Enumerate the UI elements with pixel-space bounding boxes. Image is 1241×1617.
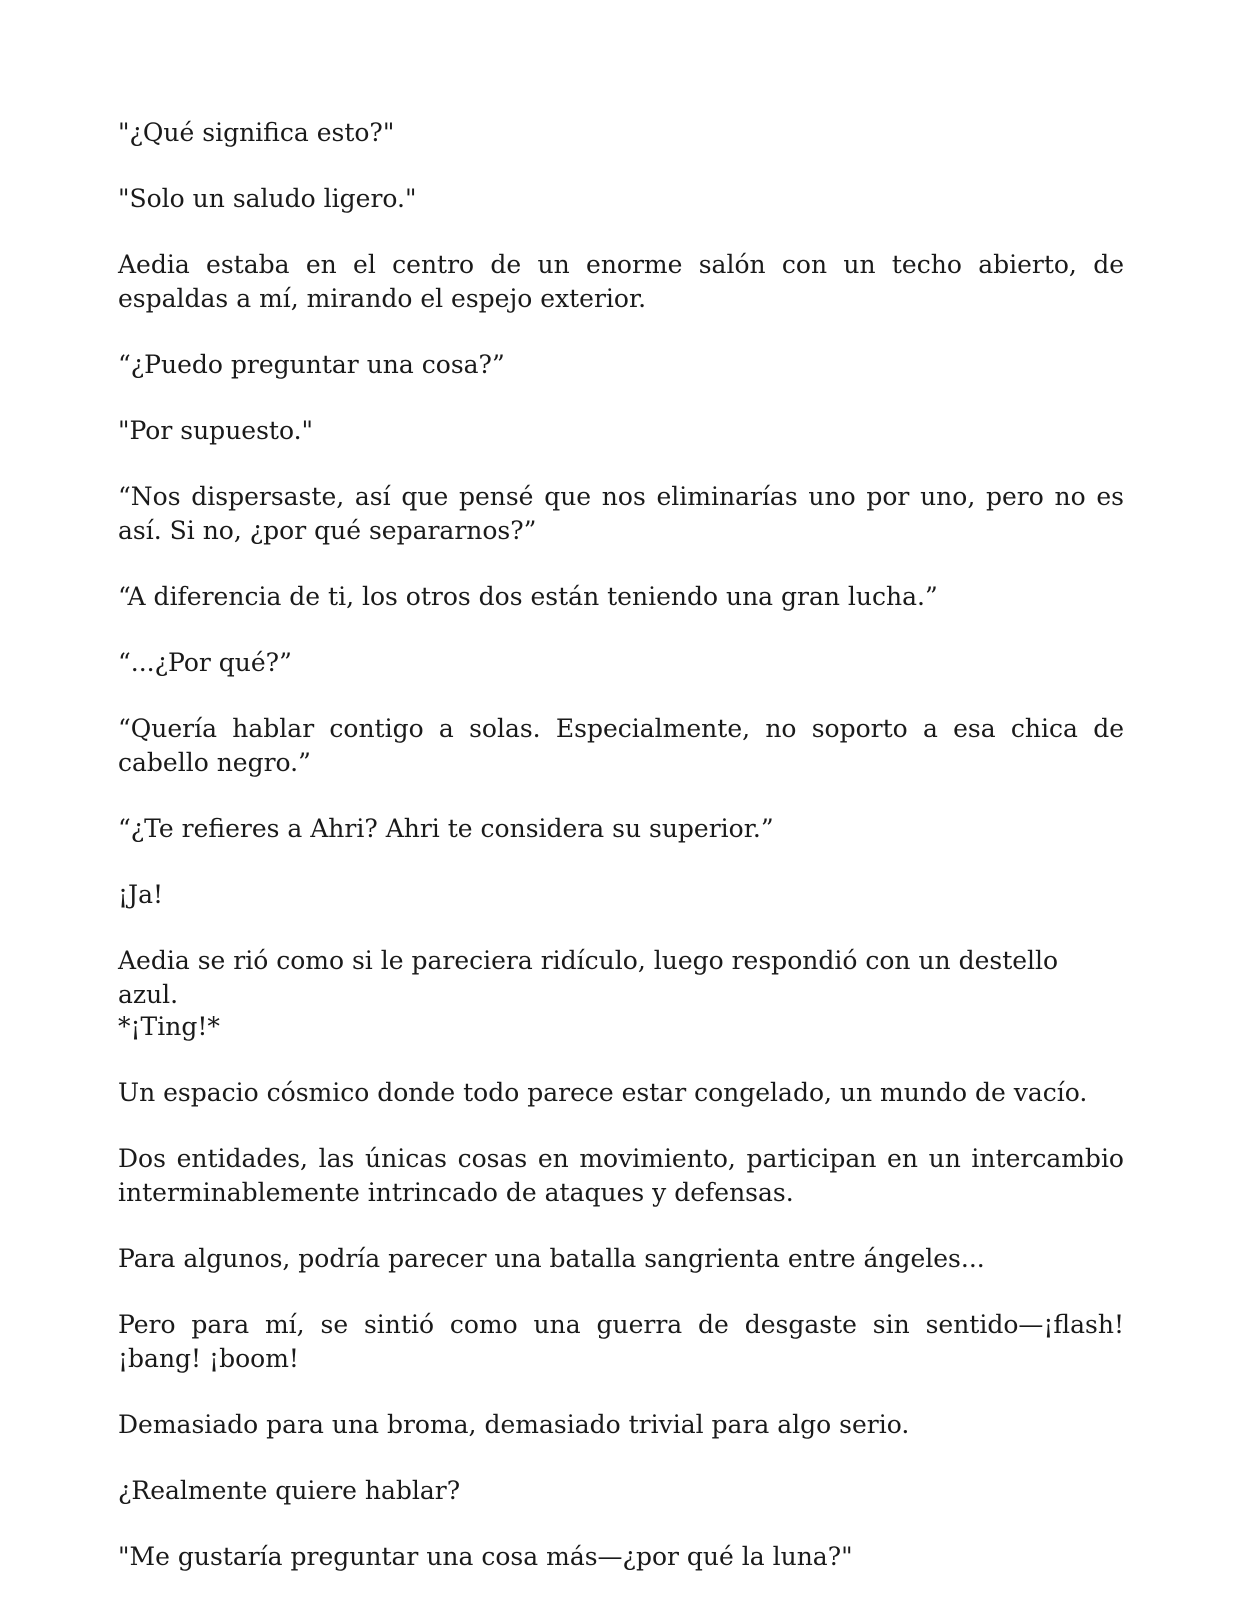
paragraph: Pero para mí, se sintió como una guerra de desgaste sin sentido—¡flash! ¡bang! ¡boom!: [118, 1310, 1124, 1373]
paragraph: *¡Ting!*: [118, 1012, 220, 1041]
paragraph: Demasiado para una broma, demasiado trivial para algo serio.: [118, 1410, 910, 1439]
paragraph: Aedia estaba en el centro de un enorme salón con un techo abierto, de espaldas a mí, mirando el espejo exterior.: [118, 250, 1124, 313]
paragraph: ¿Realmente quiere hablar?: [118, 1476, 461, 1505]
paragraph: "Por supuesto.": [118, 416, 314, 445]
paragraph: “Quería hablar contigo a solas. Especialmente, no soporto a esa chica de cabello negro.”: [118, 714, 1124, 777]
paragraph: Aedia se rió como si le pareciera ridículo, luego respondió con un destello azul.: [118, 946, 1059, 1009]
paragraph: “A diferencia de ti, los otros dos están teniendo una gran lucha.”: [118, 582, 938, 611]
paragraph: “...¿Por qué?”: [118, 648, 292, 677]
paragraph: “¿Te refieres a Ahri? Ahri te considera su superior.”: [118, 814, 774, 843]
paragraph: “Nos dispersaste, así que pensé que nos eliminarías uno por uno, pero no es así. Si no, ¿por qué separarnos?”: [118, 482, 1124, 545]
paragraph: ¡Ja!: [118, 880, 164, 909]
paragraph: Un espacio cósmico donde todo parece estar congelado, un mundo de vacío.: [118, 1078, 1088, 1107]
paragraph: "Me gustaría preguntar una cosa más—¿por qué la luna?": [118, 1542, 853, 1571]
paragraph: "¿Qué significa esto?": [118, 118, 395, 147]
paragraph: Para algunos, podría parecer una batalla sangrienta entre ángeles...: [118, 1244, 985, 1273]
paragraph: "Solo un saludo ligero.": [118, 184, 417, 213]
paragraph: Dos entidades, las únicas cosas en movimiento, participan en un intercambio interminablemente intrincado de ataques y defensas.: [118, 1144, 1124, 1207]
paragraph: “¿Puedo preguntar una cosa?”: [118, 350, 505, 379]
